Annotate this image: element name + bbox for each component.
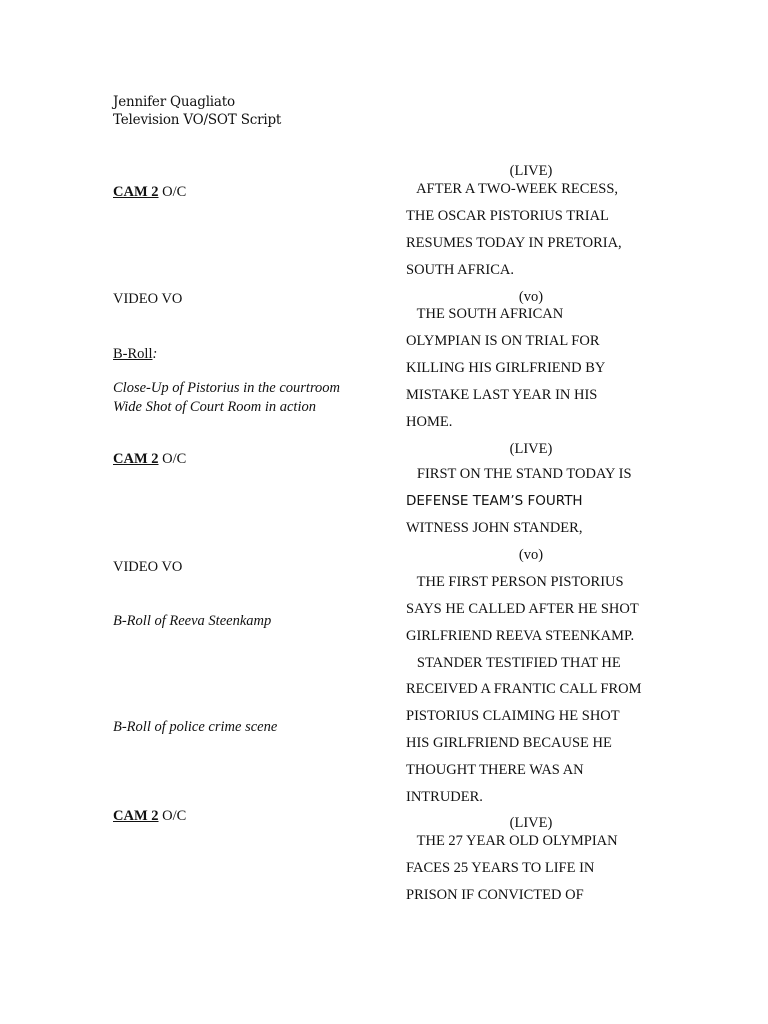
script-line: AFTER A TWO-WEEK RECESS, — [406, 181, 619, 197]
script-line: RECEIVED A FRANTIC CALL FROM — [406, 681, 642, 697]
video-vo-direction: VIDEO VO — [113, 559, 183, 575]
camera-suffix: O/C — [158, 451, 187, 467]
script-line: OLYMPIAN IS ON TRIAL FOR — [406, 333, 600, 349]
script-line: SAYS HE CALLED AFTER HE SHOT — [406, 601, 639, 617]
script-line: THE 27 YEAR OLD OLYMPIAN — [406, 833, 618, 849]
shot-description: B-Roll of Reeva Steenkamp — [113, 613, 272, 629]
camera-suffix: O/C — [158, 808, 187, 824]
camera-direction — [113, 807, 186, 826]
script-line: WITNESS JOHN STANDER, — [406, 520, 583, 536]
live-cue: (LIVE) — [509, 163, 553, 179]
script-line: HOME. — [406, 414, 453, 430]
camera-direction — [113, 183, 186, 202]
script-line: PISTORIUS CLAIMING HE SHOT — [406, 708, 620, 724]
camera-suffix: O/C — [158, 184, 187, 200]
script-line: STANDER TESTIFIED THAT HE — [406, 655, 621, 671]
script-line: SOUTH AFRICA. — [406, 262, 514, 278]
camera-label: CAM 2 — [113, 808, 159, 824]
script-line: DEFENSE TEAM’S FOURTH — [406, 493, 583, 509]
vo-cue: (vo) — [518, 289, 544, 305]
script-line: THE OSCAR PISTORIUS TRIAL — [406, 208, 609, 224]
script-line: INTRUDER. — [406, 789, 483, 805]
script-line: THE SOUTH AFRICAN — [406, 306, 564, 322]
shot-description: Close-Up of Pistorius in the courtroom — [113, 380, 341, 396]
script-line: FIRST ON THE STAND TODAY IS — [406, 466, 632, 482]
camera-label: CAM 2 — [113, 184, 159, 200]
broll-heading — [113, 345, 157, 364]
broll-colon: : — [152, 346, 158, 362]
document-type: Television VO/SOT Script — [113, 112, 282, 128]
script-line: GIRLFRIEND REEVA STEENKAMP. — [406, 628, 635, 644]
script-line: PRISON IF CONVICTED OF — [406, 887, 584, 903]
shot-description: B-Roll of police crime scene — [113, 719, 278, 735]
shot-description: Wide Shot of Court Room in action — [113, 399, 316, 415]
script-line: MISTAKE LAST YEAR IN HIS — [406, 387, 598, 403]
camera-direction — [113, 450, 186, 469]
broll-label: B-Roll — [113, 346, 153, 362]
script-line: THE FIRST PERSON PISTORIUS — [406, 574, 624, 590]
document-header — [113, 93, 281, 129]
script-line: FACES 25 YEARS TO LIFE IN — [406, 860, 595, 876]
live-cue: (LIVE) — [509, 815, 553, 831]
author-name: Jennifer Quagliato — [113, 94, 235, 110]
camera-label: CAM 2 — [113, 451, 159, 467]
vo-cue: (vo) — [518, 547, 544, 563]
video-vo-direction: VIDEO VO — [113, 291, 183, 307]
live-cue: (LIVE) — [509, 441, 553, 457]
script-line: HIS GIRLFRIEND BECAUSE HE — [406, 735, 612, 751]
script-line: THOUGHT THERE WAS AN — [406, 762, 584, 778]
script-line: RESUMES TODAY IN PRETORIA, — [406, 235, 622, 251]
script-line: KILLING HIS GIRLFRIEND BY — [406, 360, 606, 376]
